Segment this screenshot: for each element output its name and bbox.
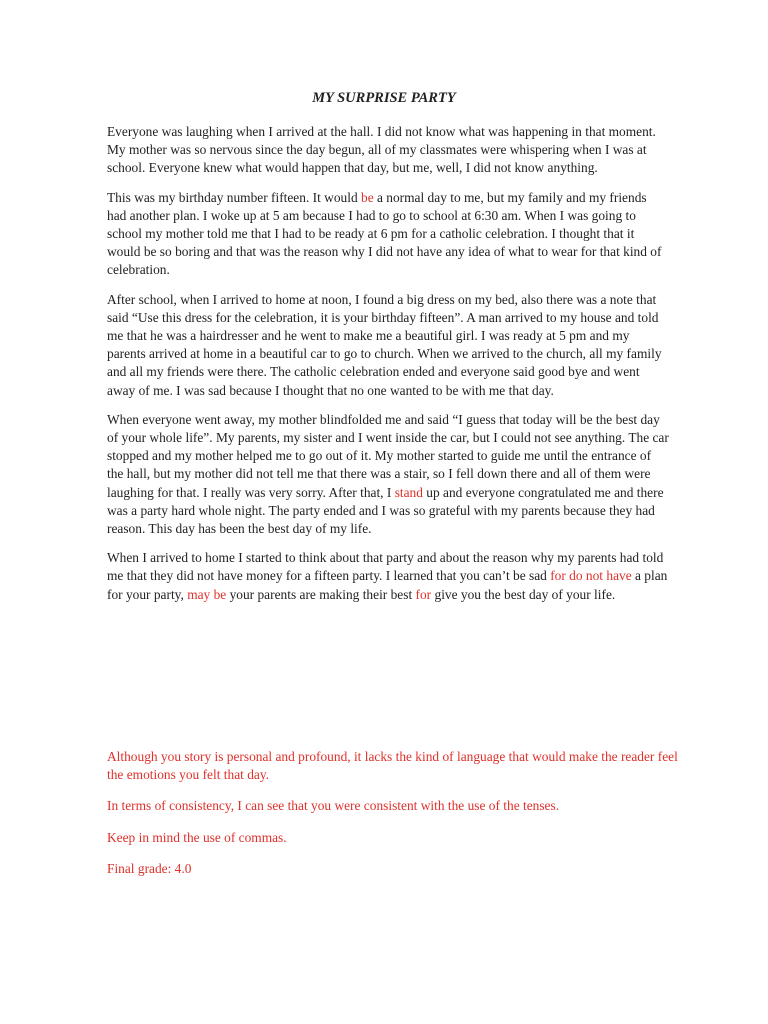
essay-title: MY SURPRISE PARTY bbox=[312, 90, 456, 106]
correction-mark: be bbox=[361, 189, 374, 205]
teacher-feedback bbox=[107, 748, 687, 878]
feedback-comment-3: Keep in mind the use of commas. bbox=[107, 829, 287, 845]
paragraph-2-text: a normal day to me, but my family and my friends had another plan. I woke up at 5 am because I had to go to school at 6:30 am. When I was going to school my mother told me that I had to be ready at 6 pm for a catholic celebration. I thought that it would be so boring and that was the reason why I did not have any idea of what to wear for that kind of celebration. bbox=[107, 189, 662, 278]
paragraph-5 bbox=[107, 549, 669, 604]
paragraph-5-text: give you the best day of your life. bbox=[431, 586, 616, 602]
paragraph-5-text: a plan for your party, bbox=[107, 568, 668, 602]
essay-body bbox=[107, 123, 669, 615]
paragraph-4-text: When everyone went away, my mother blindfolded me and said “I guess that today will be the best day of your whole life”. My parents, my sister and I went inside the car, but I could not see anything. The car stopped and my mother helped me to go out of it. My mother started to guide me until the entrance of the hall, but my mother did not tell me that there was a stair, so I fell down there and all of them were laughing for that. I really was very sorry. After that, I bbox=[107, 411, 669, 500]
paragraph-1: Everyone was laughing when I arrived at the hall. I did not know what was happening in that moment. My mother was so nervous since the day begun, all of my classmates were whispering when I was at school. Everyone knew what would happen that day, but me, well, I did not know anything. bbox=[107, 124, 656, 176]
final-grade: Final grade: 4.0 bbox=[107, 860, 192, 876]
correction-mark: for bbox=[415, 586, 432, 602]
paragraph-4-text: up and everyone congratulated me and there was a party hard whole night. The party ended and I was so grateful with my parents because they had reason. This day has been the best day of my life. bbox=[107, 484, 664, 537]
paragraph-3: After school, when I arrived to home at noon, I found a big dress on my bed, also there was a note that said “Use this dress for the celebration, it is your birthday fifteen”. A man arrived to my house and told me that he was a hairdresser and he went to make me a beautiful girl. I was ready at 5 pm and my parents arrived at home in a beautiful car to go to church. When we arrived to the church, all my family and all my friends were there. The catholic celebration ended and everyone said good bye and went away of me. I was sad because I thought that no one wanted to be with me that day. bbox=[107, 291, 662, 398]
correction-mark: may be bbox=[187, 586, 227, 602]
feedback-comment-1: Although you story is personal and profound, it lacks the kind of language that would make the reader feel the emotions you felt that day. bbox=[107, 749, 678, 783]
paragraph-4 bbox=[107, 411, 669, 538]
paragraph-5-text: When I arrived to home I started to think about that party and about the reason why my parents had told me that they did not have money for a fifteen party. I learned that you can’t be sad bbox=[107, 550, 664, 584]
paragraph-5-text: your parents are making their best bbox=[226, 586, 416, 602]
paragraph-2 bbox=[107, 189, 669, 280]
feedback-comment-2: In terms of consistency, I can see that you were consistent with the use of the tenses. bbox=[107, 798, 560, 814]
correction-mark: for do not have bbox=[550, 568, 632, 584]
correction-mark: stand bbox=[394, 484, 423, 500]
paragraph-2-text: This was my birthday number fifteen. It would bbox=[107, 189, 361, 205]
